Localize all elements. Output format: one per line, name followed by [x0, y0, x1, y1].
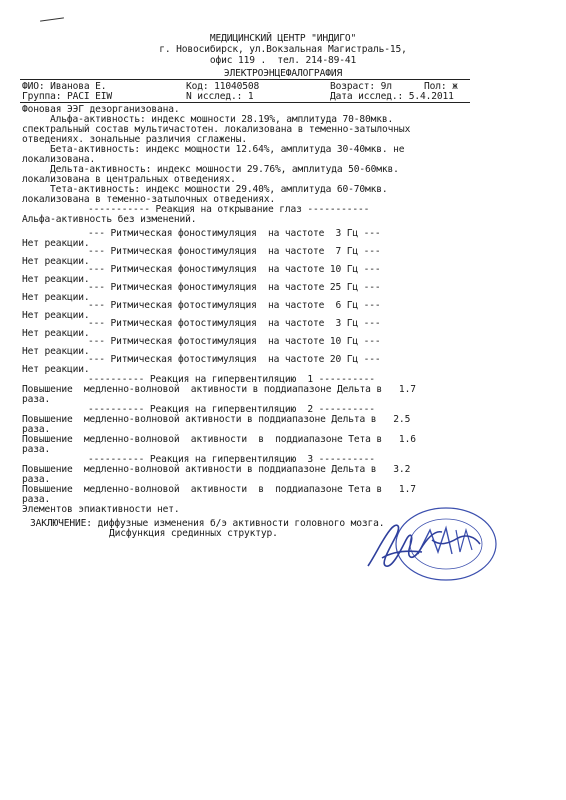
stim-result: Нет реакции.	[22, 310, 90, 321]
patient-code: Код: 11040508	[186, 81, 260, 92]
report-line: спектральный состав мультичастотен. локализована в теменно-затылочных	[22, 124, 411, 135]
report-line: раза.	[22, 394, 51, 405]
stim-result: Нет реакции.	[22, 238, 90, 249]
pen-mark	[40, 17, 64, 21]
hv-header: ---------- Реакция на гипервентиляцию 3 ----------	[88, 454, 375, 465]
conclusion-line: Дисфункция срединных структур.	[109, 528, 278, 539]
patient-sex: Пол: ж	[424, 81, 458, 92]
clinic-address: г. Новосибирск, ул.Вокзальная Магистраль-15,	[159, 44, 407, 55]
stim-result: Нет реакции.	[22, 256, 90, 267]
report-line: Дельта-активность: индекс мошности 29.76%, амплитуда 50-60мкв.	[50, 164, 399, 175]
stim-header: --- Ритмическая фотостимуляция на частоте 6 Гц ---	[88, 300, 381, 311]
section-header: ----------- Реакция на открывание глаз -----------	[88, 204, 370, 215]
stim-header: --- Ритмическая фотостимуляция на частоте 20 Гц ---	[88, 354, 381, 365]
divider-bottom	[20, 102, 470, 103]
report-line: Фоновая ЭЭГ дезорганизована.	[22, 104, 180, 115]
report-line: Альфа-активность без изменений.	[22, 214, 197, 225]
exam-number: N исслед.: 1	[186, 91, 254, 102]
handwritten-signature	[368, 525, 480, 566]
stim-header: --- Ритмическая фотостимуляция на частоте 3 Гц ---	[88, 318, 381, 329]
divider-top	[20, 79, 470, 80]
stim-result: Нет реакции.	[22, 328, 90, 339]
report-line: Альфа-активность: индекс мошности 28.19%, амплитуда 70-80мкв.	[50, 114, 394, 125]
exam-date: Дата исслед.: 5.4.2011	[330, 91, 454, 102]
stim-header: --- Ритмическая фотостимуляция на частоте 10 Гц ---	[88, 336, 381, 347]
stim-header: --- Ритмическая фоностимуляция на частоте 25 Гц ---	[88, 282, 381, 293]
report-line: локализована.	[22, 154, 96, 165]
hv-header: ---------- Реакция на гипервентиляцию 2 ----------	[88, 404, 375, 415]
patient-group: Группа: РАСI EIW	[22, 91, 113, 102]
report-line: Повышение медленно-волновой активности в поддиапазоне Дельта в 1.7	[22, 384, 416, 395]
stim-result: Нет реакции.	[22, 346, 90, 357]
stim-header: --- Ритмическая фоностимуляция на частоте 10 Гц ---	[88, 264, 381, 275]
hv-header: ---------- Реакция на гипервентиляцию 1 ----------	[88, 374, 375, 385]
report-line: раза.	[22, 474, 51, 485]
page-title: ЭЛЕКТРОЭНЦЕФАЛОГРАФИЯ	[223, 68, 343, 79]
report-line: Повышение медленно-волновой активности в поддиапазоне Тета в 1.7	[22, 484, 416, 495]
patient-age: Возраст: 9л	[330, 81, 392, 92]
conclusion-line: ЗАКЛЮЧЕНИЕ: диффузные изменения б/э активности головного мозга.	[30, 518, 385, 529]
report-line: локализована в центральных отведениях.	[22, 174, 236, 185]
report-line: Бета-активность: индекс мощности 12.64%, амплитуда 30-40мкв. не	[50, 144, 405, 155]
stim-result: Нет реакции.	[22, 364, 90, 375]
stim-result: Нет реакции.	[22, 274, 90, 285]
clinic-name: МЕДИЦИНСКИЙ ЦЕНТР "ИНДИГО"	[209, 33, 357, 44]
signature-stamp	[362, 500, 502, 588]
report-line: Элементов эпиактивности нет.	[22, 504, 180, 515]
report-line: Повышение медленно-волновой активности в поддиапазоне Дельта в 3.2	[22, 464, 411, 475]
report-line: раза.	[22, 494, 51, 505]
stim-result: Нет реакции.	[22, 292, 90, 303]
report-line: Повышение медленно-волновой активности в поддиапазоне Дельта в 2.5	[22, 414, 411, 425]
stim-header: --- Ритмическая фоностимуляция на частоте 7 Гц ---	[88, 246, 381, 257]
report-line: раза.	[22, 444, 51, 455]
clinic-office: офис 119 . тел. 214-89-41	[209, 55, 357, 66]
report-line: Повышение медленно-волновой активности в поддиапазоне Тета в 1.6	[22, 434, 416, 445]
patient-fio: ФИО: Иванова Е.	[22, 81, 107, 92]
report-line: отведениях. зональные различия сглажены.	[22, 134, 248, 145]
stim-header: --- Ритмическая фоностимуляция на частоте 3 Гц ---	[88, 228, 381, 239]
report-line: локализована в теменно-затылочных отведениях.	[22, 194, 276, 205]
report-line: Тета-активность: индекс мошности 29.40%, амплитуда 60-70мкв.	[50, 184, 388, 195]
report-line: раза.	[22, 424, 51, 435]
